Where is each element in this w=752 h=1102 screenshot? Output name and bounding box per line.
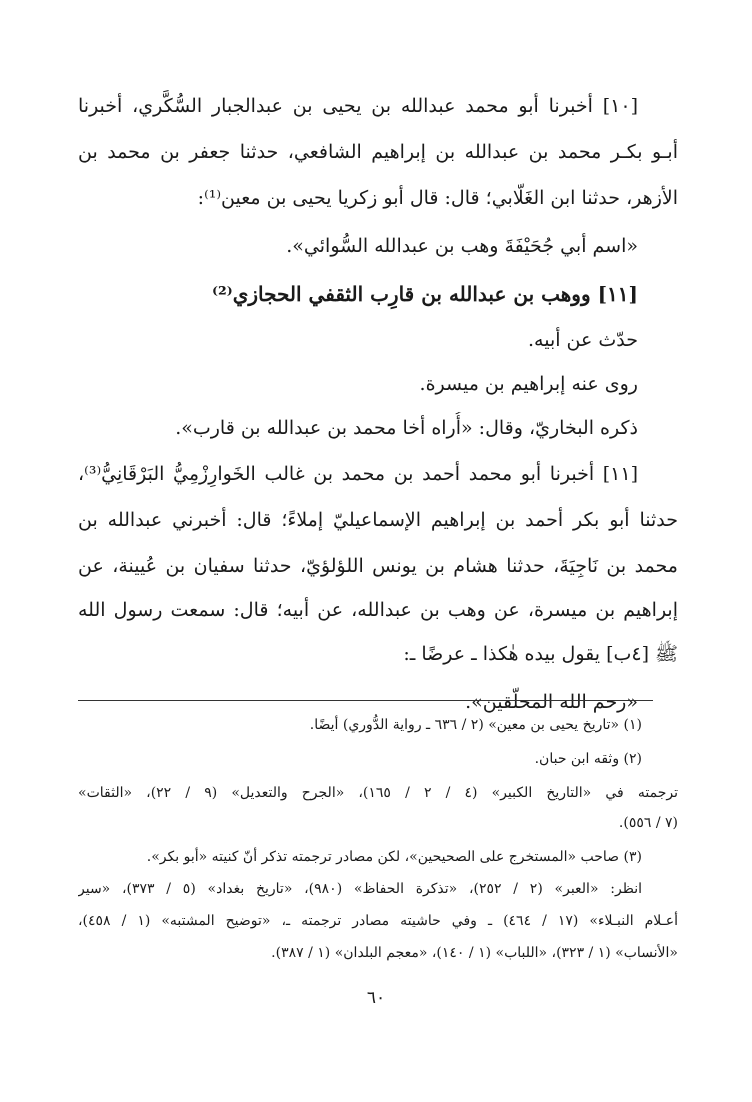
- hadith-10-line-3: الأزهر، حدثنا ابن الغَلّابي؛ قال: قال أبو زكريا يحيى بن معين⁽¹⁾:: [197, 187, 678, 209]
- footnote-3-cont-2: أعـلام النبـلاء» (١٧ / ٤٦٤) ـ وفي حاشيته مصادر ترجمته ـ، «توضيح المشتبه» (١ / ٤٥٨)،: [78, 913, 678, 929]
- page-number: ٦٠: [366, 988, 386, 1008]
- footnote-1: (١) «تاريخ يحيى بن معين» (٢ / ٦٣٦ ـ رواية الدُّوري) أيضًا.: [309, 717, 642, 733]
- hadith-11-line-3: محمد بن نَاجِيَةَ، حدثنا هشام بن يونس اللؤلؤيّ، حدثنا سفيان بن عُيينة، عن: [78, 555, 678, 577]
- footnote-3-cont-3: «الأنساب» (١ / ٣٢٣)، «اللباب» (١ / ١٤٠)، «معجم البلدان» (١ / ٣٨٧).: [271, 945, 678, 961]
- entry-11-heading: [١١] ووهب بن عبدالله بن قارِب الثقفي الحجازي⁽²⁾: [212, 282, 638, 306]
- hadith-11-line-1: [١١] أخبرنا أبو محمد أحمد بن محمد بن غالب الخَوارِزْمِيُّ البَرْقَانِيُّ⁽³⁾،: [78, 463, 638, 485]
- hadith-11-line-4: إبراهيم بن ميسرة، عن وهب بن عبدالله، عن أبيه؛ قال: سمعت رسول الله: [78, 599, 678, 621]
- footnote-2: (٢) وثقه ابن حبان.: [534, 751, 642, 767]
- entry-11-line-2: روى عنه إبراهيم بن ميسرة.: [419, 373, 638, 395]
- hadith-10-line-1: [١٠] أخبرنا أبو محمد عبدالله بن يحيى بن عبدالجبار السُّكَّري، أخبرنا: [78, 95, 638, 117]
- footnote-3-cont-1: انظر: «العبر» (٢ / ٢٥٢)، «تذكرة الحفاظ» (٩٨٠)، «تاريخ بغداد» (٥ / ٣٧٣)، «سير: [78, 881, 642, 897]
- footnote-separator: [78, 700, 653, 701]
- entry-11-line-1: حدّث عن أبيه.: [527, 329, 638, 351]
- footnote-2-cont-2: (٧ / ٥٥٦).: [618, 815, 678, 831]
- entry-11-line-3: ذكره البخاريّ، وقال: «أُراه أخا محمد بن عبدالله بن قارب».: [175, 417, 638, 439]
- hadith-11-line-2: حدثنا أبو بكر أحمد بن إبراهيم الإسماعيليّ إملاءً؛ قال: أخبرني عبدالله بن: [78, 509, 678, 531]
- hadith-10-line-2: أبـو بكـر محمد بن عبدالله بن إبراهيم الشافعي، حدثنا جعفر بن محمد بن: [78, 141, 678, 163]
- footnote-3: (٣) صاحب «المستخرج على الصحيحين»، لكن مصادر ترجمته تذكر أنّ كنيته «أبو بكر».: [146, 849, 642, 865]
- hadith-10-quote: «اسم أبي جُحَيْفَةَ وهب بن عبدالله السُّوائي».: [286, 235, 638, 257]
- hadith-11-quote: «رحم الله المحلّقين».: [465, 691, 638, 713]
- page-body: [78, 84, 678, 1084]
- hadith-11-line-5: ﷺ [٤ب] يقول بيده هٰكذا ـ عرضًا ـ:: [403, 643, 678, 665]
- footnote-2-cont-1: ترجمته في «التاريخ الكبير» (٤ / ٢ / ١٦٥)، «الجرح والتعديل» (٩ / ٢٢)، «الثقات»: [78, 785, 678, 801]
